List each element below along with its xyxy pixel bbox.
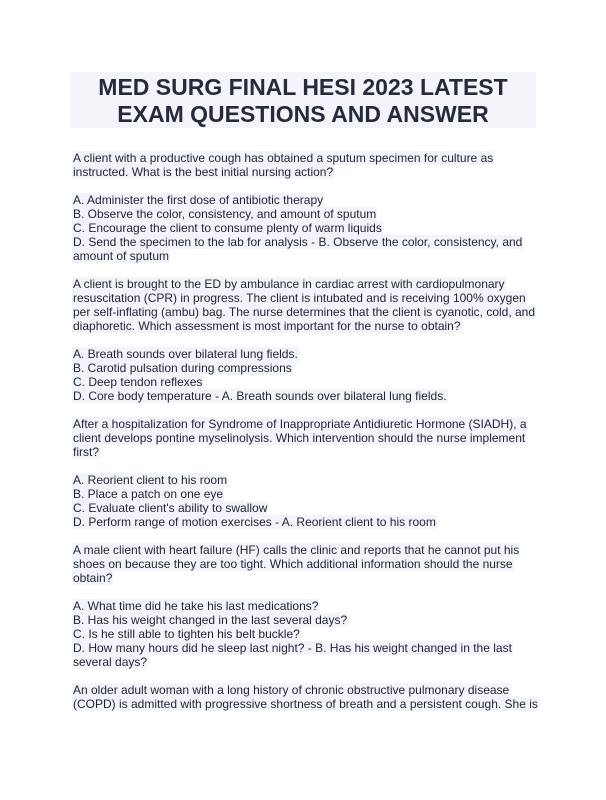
text-line-content: A male client with heart failure (HF) calls the clinic and reports that he cannot put his xyxy=(73,543,520,557)
text-line xyxy=(72,627,542,641)
text-line xyxy=(72,235,542,249)
blank-line xyxy=(72,333,542,347)
document-body xyxy=(72,151,542,711)
text-line-content: several days? xyxy=(73,655,148,669)
text-line xyxy=(72,277,542,291)
text-line-content: C. Is he still able to tighten his belt buckle? xyxy=(73,627,300,641)
text-line-content: diaphoretic. Which assessment is most important for the nurse to obtain? xyxy=(73,319,461,333)
blank-line xyxy=(72,403,542,417)
text-line-content: C. Deep tendon reflexes xyxy=(73,375,203,389)
text-line-content: C. Evaluate client's ability to swallow xyxy=(73,501,268,515)
text-line xyxy=(72,655,542,669)
text-line xyxy=(72,151,542,165)
text-line xyxy=(72,319,542,333)
text-line-content: amount of sputum xyxy=(73,249,170,263)
text-line xyxy=(72,543,542,557)
text-line-content: An older adult woman with a long history of chronic obstructive pulmonary disease xyxy=(73,683,510,697)
text-line xyxy=(72,613,542,627)
blank-line xyxy=(72,585,542,599)
blank-line xyxy=(72,529,542,543)
text-line-content: obtain? xyxy=(73,571,113,585)
text-line xyxy=(72,375,542,389)
text-line xyxy=(72,697,542,711)
text-line-content: D. Send the specimen to the lab for analysis - B. Observe the color, consistency, and xyxy=(73,235,523,249)
text-line-content: After a hospitalization for Syndrome of Inappropriate Antidiuretic Hormone (SIADH), a xyxy=(73,417,527,431)
text-line-content: D. Core body temperature - A. Breath sounds over bilateral lung fields. xyxy=(73,389,447,403)
text-line-content: B. Has his weight changed in the last several days? xyxy=(73,613,348,627)
text-line xyxy=(72,683,542,697)
blank-line xyxy=(72,669,542,683)
text-line xyxy=(72,305,542,319)
text-line xyxy=(72,207,542,221)
text-line-content: C. Encourage the client to consume plenty of warm liquids xyxy=(73,221,382,235)
text-line-content: (COPD) is admitted with progressive shortness of breath and a persistent cough. She is xyxy=(73,697,538,711)
text-line xyxy=(72,487,542,501)
text-line-content: A. Reorient client to his room xyxy=(73,473,228,487)
text-line xyxy=(72,501,542,515)
text-line-content: B. Observe the color, consistency, and amount of sputum xyxy=(73,207,377,221)
title-line-1: MED SURG FINAL HESI 2023 LATEST xyxy=(98,74,508,100)
text-line xyxy=(72,193,542,207)
text-line xyxy=(72,431,542,445)
text-line xyxy=(72,221,542,235)
text-line-content: B. Carotid pulsation during compressions xyxy=(73,361,292,375)
text-line xyxy=(72,515,542,529)
text-line-content: first? xyxy=(73,445,100,459)
text-line-content: D. Perform range of motion exercises - A. Reorient client to his room xyxy=(73,515,436,529)
text-line-content: A. What time did he take his last medications? xyxy=(73,599,319,613)
text-line xyxy=(72,347,542,361)
title-banner xyxy=(70,72,536,128)
text-line xyxy=(72,165,542,179)
text-line xyxy=(72,291,542,305)
text-line-content: resuscitation (CPR) in progress. The client is intubated and is receiving 100% oxygen xyxy=(73,291,526,305)
text-line-content: A client with a productive cough has obtained a sputum specimen for culture as xyxy=(73,151,494,165)
text-line-content: A client is brought to the ED by ambulance in cardiac arrest with cardiopulmonary xyxy=(73,277,505,291)
text-line xyxy=(72,417,542,431)
text-line xyxy=(72,389,542,403)
title-line-2: EXAM QUESTIONS AND ANSWER xyxy=(117,101,489,127)
text-line xyxy=(72,249,542,263)
text-line-content: A. Breath sounds over bilateral lung fields. xyxy=(73,347,298,361)
text-line xyxy=(72,599,542,613)
text-line-content: A. Administer the first dose of antibiotic therapy xyxy=(73,193,324,207)
blank-line xyxy=(72,459,542,473)
text-line xyxy=(72,473,542,487)
text-line-content: B. Place a patch on one eye xyxy=(73,487,224,501)
blank-line xyxy=(72,263,542,277)
text-line xyxy=(72,361,542,375)
text-line-content: instructed. What is the best initial nursing action? xyxy=(73,165,334,179)
text-line xyxy=(72,557,542,571)
text-line xyxy=(72,641,542,655)
text-line-content: per self-inflating (ambu) bag. The nurse determines that the client is cyanotic, cold, and xyxy=(73,305,536,319)
text-line xyxy=(72,571,542,585)
text-line-content: client develops pontine myselinolysis. Which intervention should the nurse implement xyxy=(73,431,526,445)
text-line xyxy=(72,445,542,459)
blank-line xyxy=(72,179,542,193)
text-line-content: D. How many hours did he sleep last night? - B. Has his weight changed in the last xyxy=(73,641,512,655)
text-line-content: shoes on because they are too tight. Which additional information should the nurse xyxy=(73,557,513,571)
